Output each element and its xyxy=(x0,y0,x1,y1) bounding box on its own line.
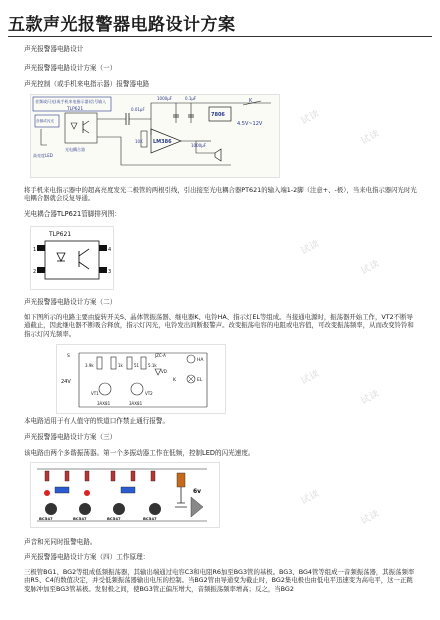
section-1-paragraph: 将手机来电指示器中的超高亮度发光二极管的两根引线，引出接至光电耦合器PT621的输入端1-2脚（注意+、-极），当来电指示器闪光时光电耦合器就会反复导通。 xyxy=(24,186,417,203)
pin-4: 4 xyxy=(108,247,112,253)
fig3-voltage: 6v xyxy=(193,488,202,495)
fig2-relay-type: JZC-A xyxy=(155,353,166,358)
section-2-heading: 声光报警器电路设计方案（二） xyxy=(24,298,117,306)
watermark: 试读 xyxy=(299,368,322,387)
fig1-voltage: 4.5V~12V xyxy=(237,121,263,127)
section-3-note: 声音和光同时报警电路。 xyxy=(24,538,97,546)
fig2-k: K xyxy=(173,378,176,383)
fig2-vd: VD xyxy=(161,369,167,374)
section-2-paragraph: 如下图所示的电路主要由旋转开关S、晶体管振荡器、继电器K、电铃HA、指示灯EL等组成。当接通电源时，振荡器开始工作，VT2不断导通截止，因此继电器不断吸合释放，指示灯闪光，电铃发出间断报警声。改变振荡电容的电阻或电容值，可改变振荡频率，从而改变铃铃和指示灯闪光频率。 xyxy=(24,313,414,338)
fig2-t1: 3AX81 xyxy=(97,401,111,406)
fig3-q3: BC547 xyxy=(107,516,121,521)
section-3-heading: 声光报警器电路设计方案（三） xyxy=(24,433,117,441)
watermark: 试读 xyxy=(359,258,382,277)
fig1-ic2: LM386 xyxy=(153,139,172,145)
section-1-subheading: 声光控制（或手机来电指示器）报警器电路 xyxy=(24,80,150,88)
fig1-led-label: 高亮度LED xyxy=(33,153,53,158)
fig1-ic1: 7806 xyxy=(211,112,225,118)
figure-3-circuit xyxy=(30,462,220,528)
fig2-vt2: VT2 xyxy=(145,391,153,396)
fig1-c1: 0.01μF xyxy=(131,107,145,112)
fig2-ha: HA xyxy=(197,358,204,363)
watermark: 试读 xyxy=(359,508,382,527)
watermark: 试读 xyxy=(299,108,322,127)
figure-tlp621-pinout xyxy=(30,226,114,290)
fig2-switch: S xyxy=(67,354,70,359)
fig2-r4: 5.1k xyxy=(148,363,157,368)
section-4-heading: 声光报警器电路设计方案（四）工作原理： xyxy=(24,553,150,561)
fig1-c3: 0.1μF xyxy=(185,96,197,101)
fig1-coupler-label: 光电耦合器 xyxy=(65,147,85,152)
figure-1-schematic xyxy=(31,95,279,177)
figure-2-circuit xyxy=(56,344,226,414)
fig2-r3: 51 xyxy=(134,363,140,368)
figure-1-circuit xyxy=(30,94,280,178)
page-title: 五款声光报警器电路设计方案 xyxy=(8,15,236,35)
watermark: 试读 xyxy=(299,238,322,257)
fig1-relay: K xyxy=(249,98,253,104)
fig1-input-label: 音频或闪光(或手机来电指示器)信号输入 xyxy=(35,99,107,104)
fig2-voltage: 24V xyxy=(61,379,71,385)
pin-1: 1 xyxy=(33,247,37,253)
tlp621-pinout-schematic xyxy=(31,227,113,289)
pin-3: 3 xyxy=(108,269,112,275)
fig3-q1: BC547 xyxy=(39,516,53,521)
section-2-note: 本电路适用于有人值守的铁道口作禁止通行报警。 xyxy=(24,417,170,425)
fig1-c2: 1000μF xyxy=(157,96,173,101)
fig1-r1: 10K xyxy=(135,139,143,144)
pin-2: 2 xyxy=(33,269,37,275)
fig2-el: EL xyxy=(197,378,203,383)
fig1-c4: 1000μF xyxy=(191,143,207,148)
fig2-r2: 1k xyxy=(118,363,123,368)
fig1-box2-label: 音频或闪光 xyxy=(36,119,54,123)
fig2-t2: 3AX81 xyxy=(129,401,143,406)
section-3-paragraph: 该电路由两个多谐振荡器。第一个多振动器工作在低频，控制LED的闪光速度。 xyxy=(24,449,255,457)
pinout-title: TLP621 xyxy=(49,231,72,238)
fig2-vt1: VT1 xyxy=(91,391,99,396)
fig2-r1: 3.9k xyxy=(85,363,94,368)
watermark: 试读 xyxy=(359,128,382,147)
pin-diagram-title: 光电耦合器TLP621管脚排列图： xyxy=(24,210,121,218)
fig3-q4: BC547 xyxy=(143,516,157,521)
fig3-q2: BC547 xyxy=(73,516,87,521)
figure-3-schematic xyxy=(31,463,219,527)
section-4-paragraph: 三极管BG1、BG2等组成低频振荡器，其输出端通过电容C3和电阻R6加至BG3管的基极。BG3、BG4管等组成一音频振荡器，其振荡频率由R5、C4的数值决定，并受低频振荡器输出电压的控制。当BG2管由导通变为截止时，BG2集电极也由低电平迅速变为高电平，这一正跳变脉冲加至BG3管基极。发射极之间，使BG3管正偏压增大，音频振荡频率增高；反之，当BG2 xyxy=(24,568,415,593)
subtitle: 声光报警器电路设计 xyxy=(24,45,84,53)
title-divider xyxy=(8,36,432,37)
watermark: 试读 xyxy=(299,488,322,507)
fig1-tlp-label: TLP621 xyxy=(67,107,84,112)
section-1-heading: 声光报警器电路设计方案（一） xyxy=(24,64,117,72)
figure-2-schematic xyxy=(57,345,225,413)
watermark: 试读 xyxy=(359,388,382,407)
